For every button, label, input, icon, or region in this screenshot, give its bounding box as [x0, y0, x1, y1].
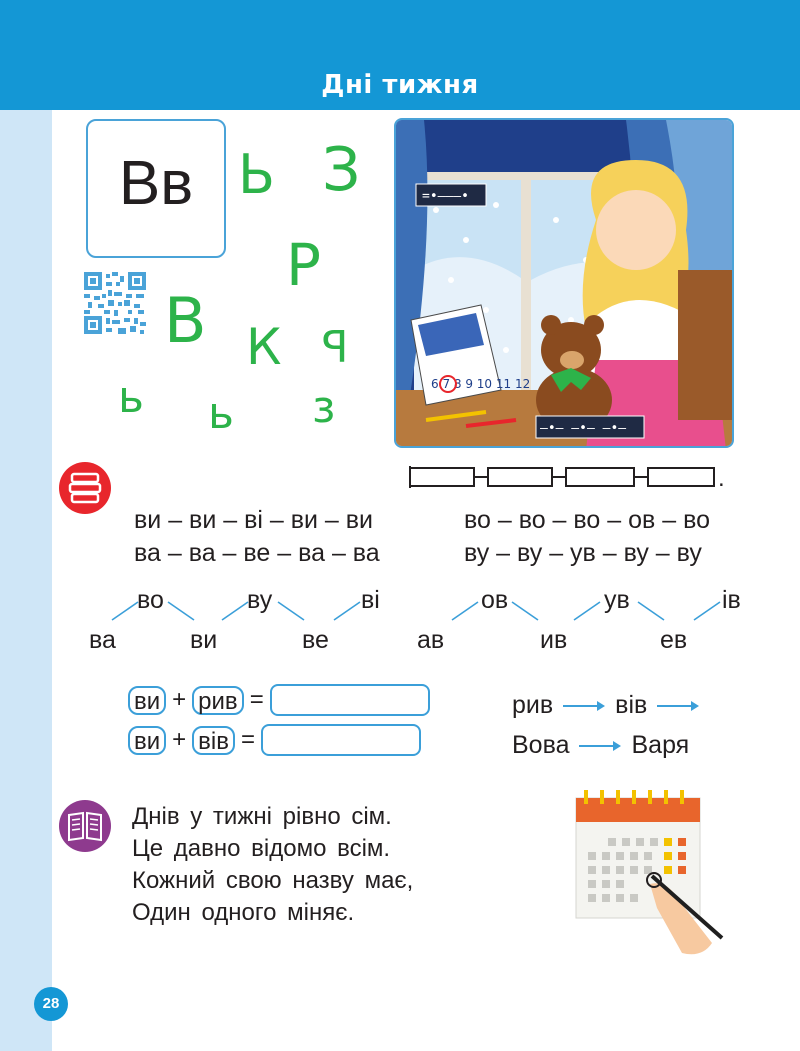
poem-line: Днів у тижні рівно сім. [132, 803, 392, 830]
scattered-letter: В [164, 284, 207, 357]
poem-line: Кожний свою назву має, [132, 867, 414, 894]
letter-card-text: Вв [118, 149, 194, 218]
tree-syllable-top: ві [361, 586, 380, 614]
syllable-row-left-2: ва – ва – ве – ва – ва [134, 539, 380, 567]
scattered-letter: З [322, 135, 361, 205]
tree-syllable-bottom: ав [417, 626, 445, 654]
tree-syllable-top: ву [247, 586, 273, 614]
scattered-letter: ь [208, 388, 234, 439]
answer-field[interactable] [270, 684, 430, 716]
scattered-letter: Р [322, 322, 349, 373]
syllable-chip: ви [128, 726, 166, 755]
illustration-girl-calendar [394, 118, 734, 448]
tree-syllable-top: ов [481, 586, 509, 614]
tree-syllable-bottom: ве [302, 626, 329, 654]
tree-syllable-top: ів [722, 586, 741, 614]
svg-text:–•– –•– –•–: –•– –•– –•– [540, 421, 627, 436]
plus-sign: + [172, 686, 187, 713]
arrow-right-icon [579, 740, 621, 752]
syllable-chip: рив [192, 686, 244, 715]
page-number: 28 [34, 987, 68, 1021]
svg-text:=•–––•: =•–––• [422, 189, 469, 204]
poem [132, 801, 413, 929]
word-schema [408, 462, 728, 492]
equation-row [128, 684, 430, 716]
syllable-row-right-2: ву – ву – ув – ву – ву [464, 539, 702, 567]
schema-period: . [718, 465, 725, 492]
arrow-right-icon [657, 700, 699, 712]
tree-syllable-top: во [137, 586, 164, 614]
tree-syllable-bottom: ив [540, 626, 568, 654]
equation-row [128, 724, 421, 756]
equals-sign: = [249, 686, 264, 713]
calendar-hand-illustration [572, 788, 732, 963]
word-chain-row [512, 691, 699, 720]
scattered-letter: Ь [238, 143, 276, 206]
syllable-row-left-1: ви – ви – ві – ви – ви [134, 506, 374, 534]
plus-sign: + [172, 726, 187, 753]
page-title: Дні тижня [321, 70, 479, 100]
poem-line: Один одного міняє. [132, 899, 355, 926]
tree-syllable-bottom: ви [190, 626, 218, 654]
qr-code-icon[interactable] [84, 272, 146, 334]
syllable-chip: ви [128, 686, 166, 715]
calendar-numbers: 6 7 8 9 10 11 12 [431, 377, 531, 391]
arrow-right-icon [563, 700, 605, 712]
scattered-letter: Р [286, 231, 321, 299]
equals-sign: = [241, 726, 256, 753]
answer-field[interactable] [261, 724, 421, 756]
scattered-letter: К [246, 318, 282, 376]
chain-word: Варя [631, 731, 690, 759]
chain-word: рив [512, 691, 554, 719]
word-chain-row [512, 731, 689, 760]
scattered-letter: ь [118, 372, 144, 423]
chain-word: Вова [512, 731, 570, 759]
syllable-chip: вів [192, 726, 235, 755]
tree-syllable-top: ув [604, 586, 630, 614]
tree-syllable-bottom: ва [89, 626, 116, 654]
syllable-row-right-1: во – во – во – ов – во [464, 506, 710, 534]
scattered-letter: з [312, 382, 336, 433]
read-syllables-icon [59, 462, 111, 514]
chain-word: вів [615, 691, 648, 719]
open-book-icon [59, 800, 111, 852]
tree-syllable-bottom: ев [660, 626, 688, 654]
poem-line: Це давно відомо всім. [132, 835, 391, 862]
